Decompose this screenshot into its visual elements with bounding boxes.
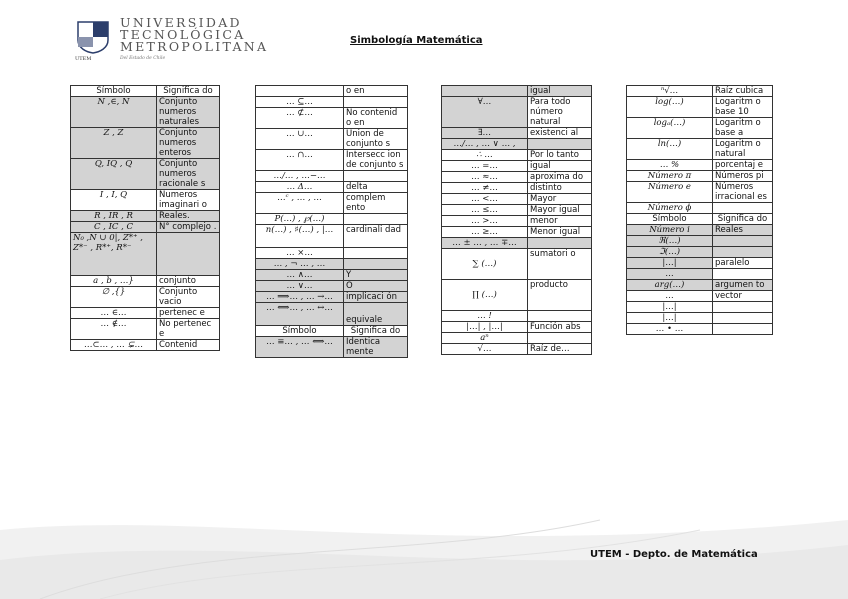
meaning-cell: Conjunto numeros enteros [157,128,220,159]
symbol-cell: |…| , |…| [442,322,528,333]
symbol-table-1 [70,85,220,351]
symbol-cell: … , ¬ … , … [256,259,344,270]
meaning-cell: delta [344,182,408,193]
symbol-cell: … ≠… [442,183,528,194]
symbol-cell: ℜ(…) [627,236,713,247]
symbol-table-2 [255,85,408,358]
symbol-cell: … ∉… [71,319,157,340]
symbol-cell: … ⊄… [256,108,344,129]
symbol-cell: … ∩… [256,150,344,171]
symbol-cell: √… [442,344,528,355]
logo-line: UNIVERSIDAD [120,15,242,30]
meaning-cell: igual [528,86,592,97]
meaning-cell [344,214,408,225]
meaning-cell: conjunto [157,276,220,287]
symbol-cell: … ⟺… , … ↔… [256,303,344,326]
meaning-cell [528,333,592,344]
symbol-cell: …ᶜ , … , … [256,193,344,214]
meaning-cell: sumatori o [528,249,592,280]
symbol-cell: logₐ(…) [627,118,713,139]
symbol-cell: … ∈… [71,308,157,319]
meaning-cell: paralelo [713,258,773,269]
meaning-cell: aproxima do [528,172,592,183]
meaning-cell: No pertenec e [157,319,220,340]
symbol-cell: |…| [627,302,713,313]
symbol-table-4 [626,85,773,335]
meaning-cell: O [344,281,408,292]
meaning-cell: Raíz cubica [713,86,773,97]
symbol-cell: … >… [442,216,528,227]
meaning-cell: Contenid [157,340,220,351]
meaning-cell: porcentaj e [713,160,773,171]
column-header-meaning: Significa do [344,326,408,337]
symbol-cell: … ∧… [256,270,344,281]
meaning-cell: pertenec e [157,308,220,319]
symbol-cell: … ∪… [256,129,344,150]
symbol-cell: |…| [627,313,713,324]
meaning-cell: Mayor [528,194,592,205]
symbol-cell: … [627,269,713,280]
footer-department: UTEM - Depto. de Matemática [590,549,758,560]
meaning-cell [528,238,592,249]
meaning-cell: Menor igual [528,227,592,238]
logo-wordmark [120,17,268,53]
meaning-cell [713,236,773,247]
meaning-cell [528,311,592,322]
meaning-cell: Logaritm o base a [713,118,773,139]
symbol-cell: arg(…) [627,280,713,291]
meaning-cell: Identica mente [344,337,408,358]
symbol-cell: log(…) [627,97,713,118]
symbol-cell: …/… , … ∨ … , [442,139,528,150]
symbol-cell: n(…) , ♯(…) , |… [256,225,344,248]
symbol-cell: Número π [627,171,713,182]
meaning-cell [157,233,220,276]
meaning-cell [344,259,408,270]
symbol-cell: … ≡… , … ⟺… [256,337,344,358]
meaning-cell [713,302,773,313]
meaning-cell: Función abs [528,322,592,333]
meaning-cell: vector [713,291,773,302]
symbol-cell: … ⊆… [256,97,344,108]
symbol-cell: N₀ ,N ∪ 0|, Z*⁺ , Z*⁻ , R*⁺, R*⁻ [71,233,157,276]
meaning-cell: Logaritm o base 10 [713,97,773,118]
symbol-cell: … ± … , … ∓… [442,238,528,249]
symbol-cell: … [627,291,713,302]
symbol-cell: ∃… [442,128,528,139]
meaning-cell: Conjunto vacio [157,287,220,308]
column-header-symbol: Símbolo [627,214,713,225]
symbol-cell: ℑ(…) [627,247,713,258]
column-header-meaning: Significa do [157,86,220,97]
meaning-cell: equivale [344,303,408,326]
symbol-cell: … ≤… [442,205,528,216]
meaning-cell [344,97,408,108]
symbol-cell: … ≥… [442,227,528,238]
symbol-cell: ∀… [442,97,528,128]
meaning-cell [713,247,773,258]
symbol-cell: Q, IQ , Q [71,159,157,190]
symbol-cell: |…| [627,258,713,269]
meaning-cell: No contenid o en [344,108,408,129]
meaning-cell: Mayor igual [528,205,592,216]
symbol-cell: ∴ … [442,150,528,161]
symbol-cell: … =… [442,161,528,172]
meaning-cell: Números pi [713,171,773,182]
shield-icon [76,20,110,54]
symbol-cell: I , I, Q [71,190,157,211]
meaning-cell: Para todo número natural [528,97,592,128]
meaning-cell: complem ento [344,193,408,214]
symbol-cell: ln(…) [627,139,713,160]
symbol-cell: P(…) , ℘(…) [256,214,344,225]
symbol-cell: N ,∈, N [71,97,157,128]
meaning-cell [528,139,592,150]
university-logo [72,15,272,68]
meaning-cell: Union de conjunto s [344,129,408,150]
meaning-cell: Números irracional es [713,182,773,203]
symbol-cell [256,86,344,97]
meaning-cell: distinto [528,183,592,194]
page-title: Simbología Matemática [350,35,483,46]
meaning-cell: o en [344,86,408,97]
meaning-cell [713,269,773,280]
symbol-cell: … ⟹… , … →… [256,292,344,303]
meaning-cell: producto [528,280,592,311]
column-header-meaning: Significa do [713,214,773,225]
meaning-cell: cardinali dad [344,225,408,248]
symbol-cell: Número i [627,225,713,236]
logo-caption: UTEM [75,56,92,62]
symbol-cell: … ≈… [442,172,528,183]
symbol-cell: Número ϕ [627,203,713,214]
meaning-cell: Conjunto numeros racionale s [157,159,220,190]
symbol-cell: a , b , …} [71,276,157,287]
symbol-cell: ∅ ,{} [71,287,157,308]
symbol-cell: …⊂… , … ⊊… [71,340,157,351]
meaning-cell: Numeros imaginari o [157,190,220,211]
meaning-cell: argumen to [713,280,773,291]
meaning-cell [713,313,773,324]
meaning-cell: igual [528,161,592,172]
logo-motto: Del Estado de Chile [120,56,166,61]
symbol-cell: … ×… [256,248,344,259]
symbol-cell: … • … [627,324,713,335]
meaning-cell: Intersecc ion de conjunto s [344,150,408,171]
logo-line: TECNOLÓGICA [120,27,246,42]
symbol-cell: Z , Z [71,128,157,159]
symbol-cell: …/… , …−… [256,171,344,182]
meaning-cell [713,324,773,335]
symbol-cell: ∑ (…) [442,249,528,280]
symbol-cell [442,86,528,97]
symbol-cell: ⁿ√… [627,86,713,97]
symbol-cell: ∏ (…) [442,280,528,311]
meaning-cell: Reales [713,225,773,236]
symbol-cell: R , IR , R [71,211,157,222]
symbol-table-3 [441,85,592,355]
symbol-cell: aⁿ [442,333,528,344]
meaning-cell: N° complejo . [157,222,220,233]
meaning-cell: Por lo tanto [528,150,592,161]
symbol-cell: … Δ… [256,182,344,193]
meaning-cell: Logaritm o natural [713,139,773,160]
column-header-symbol: Símbolo [256,326,344,337]
meaning-cell: implicaci ón [344,292,408,303]
meaning-cell: Reales. [157,211,220,222]
meaning-cell: existenci al [528,128,592,139]
meaning-cell: menor [528,216,592,227]
meaning-cell [344,171,408,182]
logo-line: METROPOLITANA [120,39,269,54]
symbol-cell: … ∨… [256,281,344,292]
meaning-cell: Conjunto numeros naturales [157,97,220,128]
symbol-cell: … % [627,160,713,171]
symbol-cell: … <… [442,194,528,205]
symbol-cell: … ! [442,311,528,322]
symbol-cell: C , IC , C [71,222,157,233]
meaning-cell [713,203,773,214]
symbol-cell: Número e [627,182,713,203]
column-header-symbol: Símbolo [71,86,157,97]
meaning-cell: Y [344,270,408,281]
meaning-cell: Raíz de… [528,344,592,355]
meaning-cell [344,248,408,259]
